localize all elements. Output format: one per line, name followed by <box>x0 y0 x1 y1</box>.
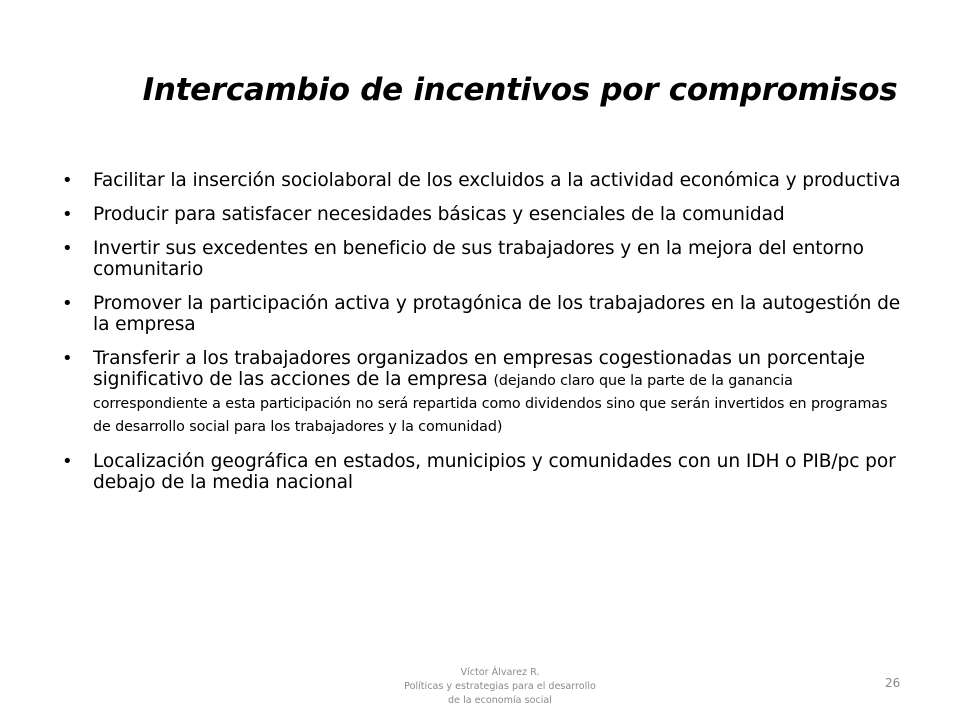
bullet-text: Promover la participación activa y protagónica de los trabajadores en la autogestión de la empresa <box>93 293 901 335</box>
bullet-item <box>62 238 904 280</box>
bullet-text: Producir para satisfacer necesidades básicas y esenciales de la comunidad <box>93 204 785 225</box>
bullet-icon: • <box>62 293 73 314</box>
bullet-list <box>62 170 904 506</box>
footer-line-3: de la economía social <box>448 695 552 706</box>
bullet-item <box>62 348 904 438</box>
bullet-note: (dejando claro que la parte de la ganancia correspondiente a esta participación no será repartida como dividendos sino que serán invertidos en programas de desarrollo social para los trabajadores y la comunidad) <box>93 373 888 435</box>
bullet-item <box>62 293 904 335</box>
footer-credit <box>370 666 630 708</box>
footer-author: Víctor Álvarez R. <box>460 667 540 678</box>
bullet-item <box>62 204 904 225</box>
bullet-icon: • <box>62 451 73 472</box>
footer-line-2: Políticas y estrategias para el desarrollo <box>404 681 596 692</box>
bullet-text: Invertir sus excedentes en beneficio de sus trabajadores y en la mejora del entorno comunitario <box>93 238 864 280</box>
bullet-icon: • <box>62 170 73 191</box>
page-number: 26 <box>885 676 901 690</box>
bullet-text: Localización geográfica en estados, municipios y comunidades con un IDH o PIB/pc por debajo de la media nacional <box>93 451 896 493</box>
bullet-text: Transferir a los trabajadores organizados en empresas cogestionadas un porcentaje significativo de las acciones de la empresa <box>93 348 865 390</box>
slide-title: Intercambio de incentivos por compromisos <box>142 72 898 108</box>
bullet-item <box>62 170 904 191</box>
bullet-text: Facilitar la inserción sociolaboral de los excluidos a la actividad económica y productiva <box>93 170 901 191</box>
bullet-icon: • <box>62 204 73 225</box>
bullet-icon: • <box>62 348 73 369</box>
bullet-item <box>62 451 904 493</box>
bullet-icon: • <box>62 238 73 259</box>
